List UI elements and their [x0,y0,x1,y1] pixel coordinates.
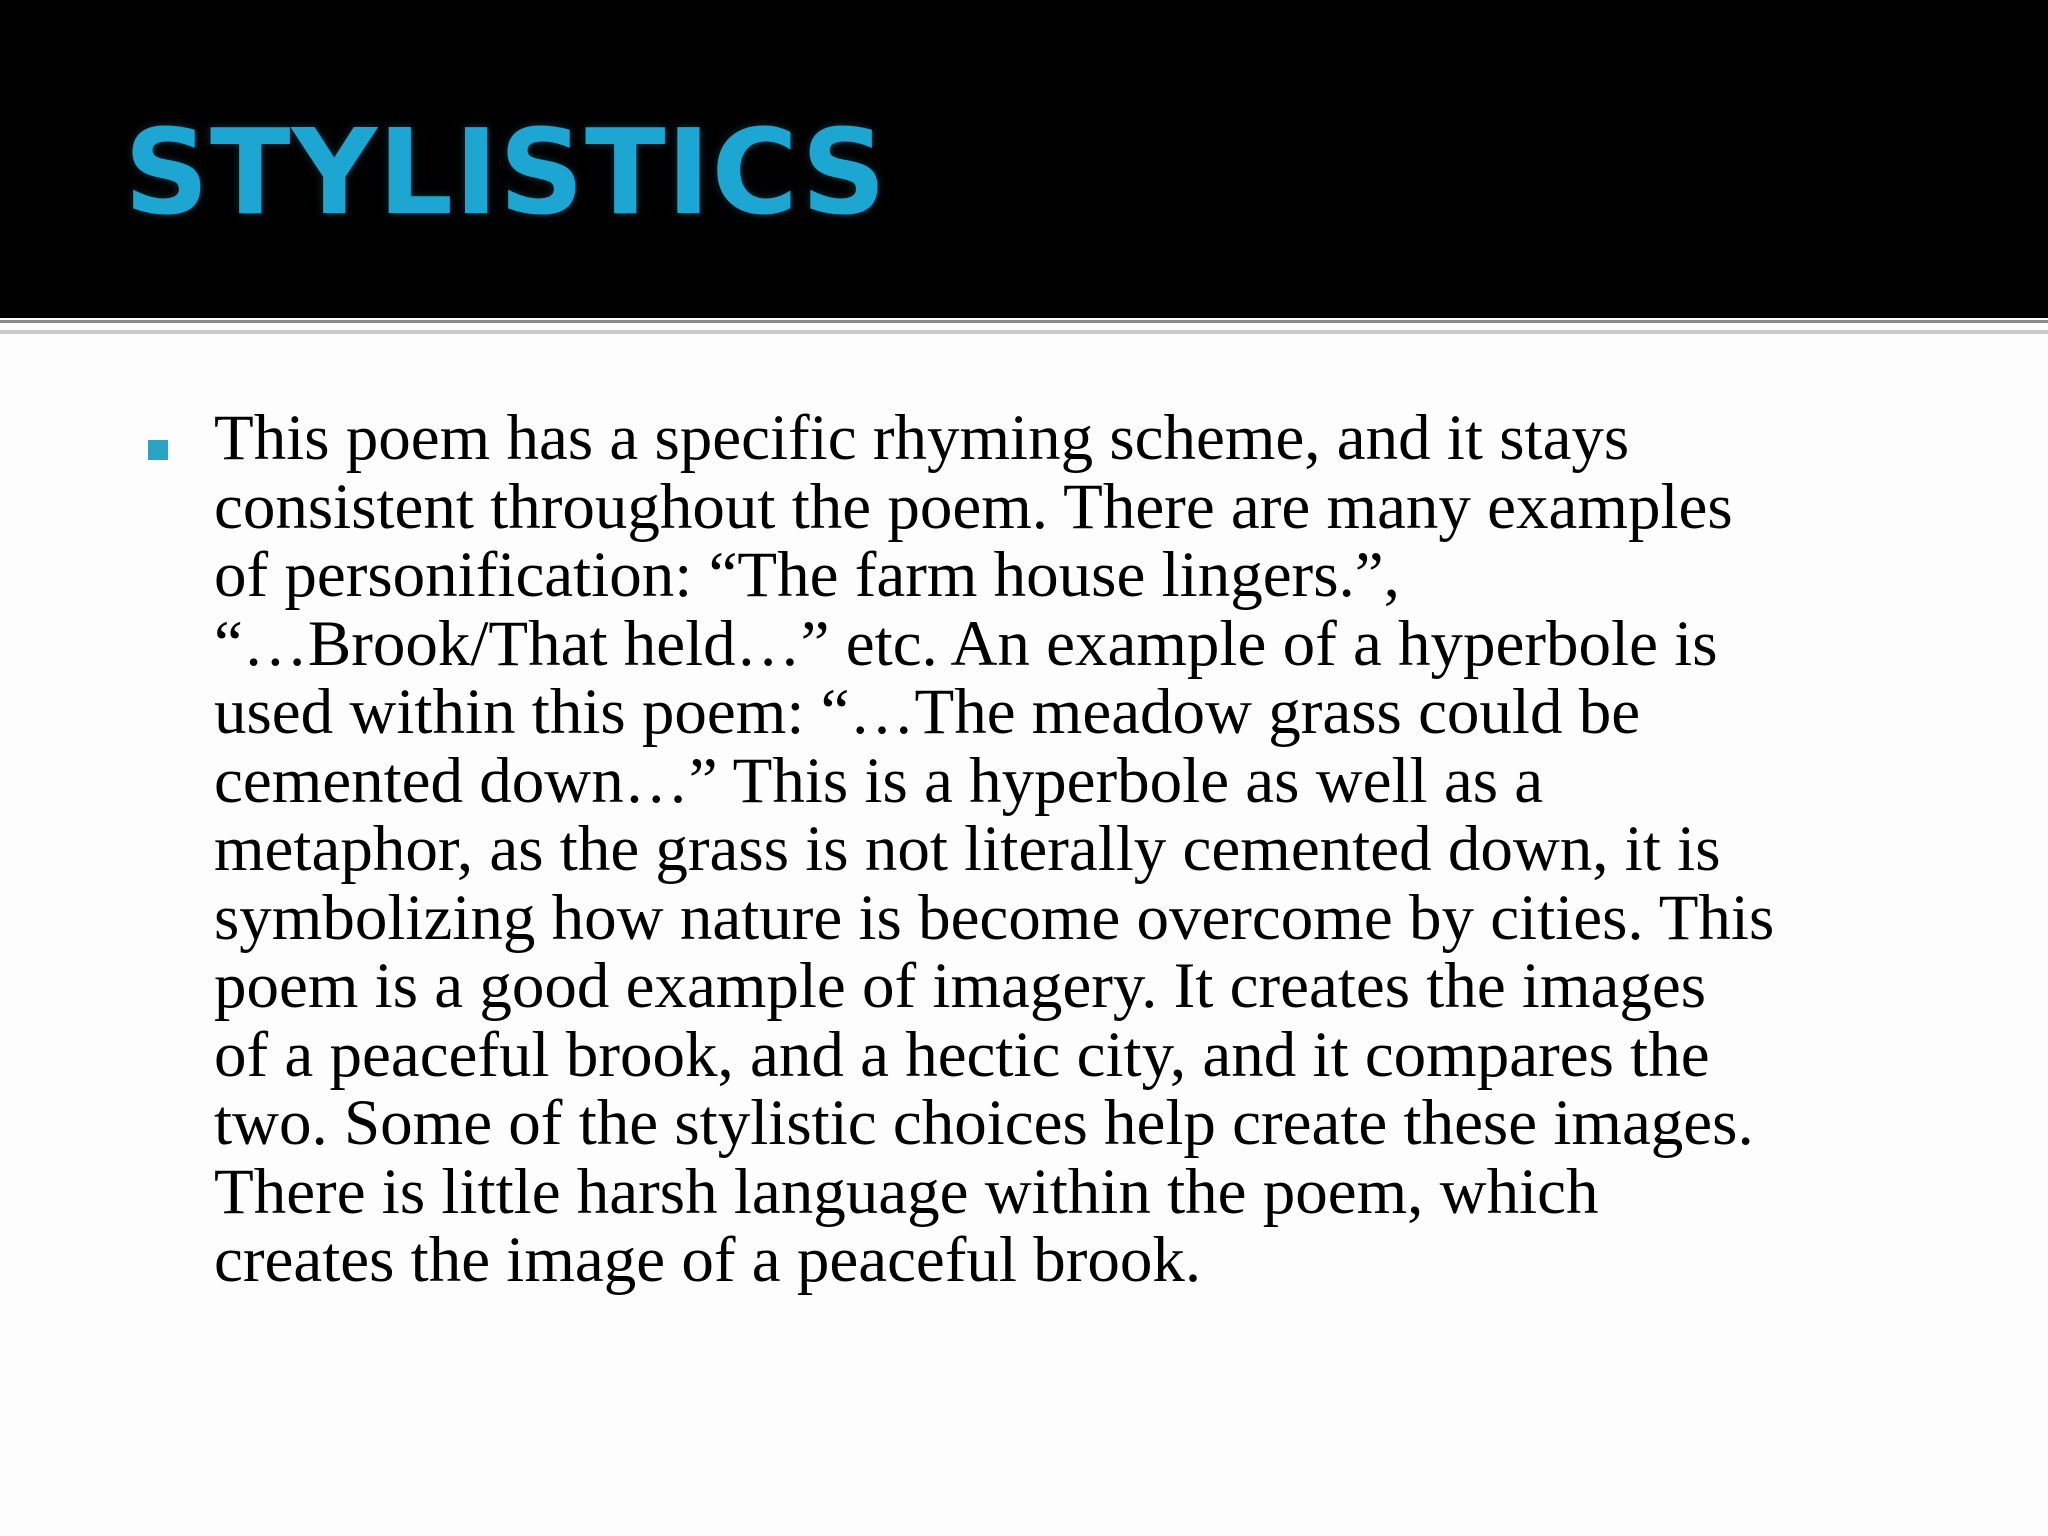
text-line: There is little harsh language within the poem, which [214,1155,1599,1228]
title-divider-shadow [0,330,2048,334]
text-line: poem is a good example of imagery. It creates the images [214,950,1707,1022]
text-line: metaphor, as the grass is not literally cemented down, it is [214,813,1721,885]
text-line: used within this poem: “…The meadow grass could be [214,676,1641,748]
text-line: This poem has a specific rhyming scheme, and it stays [214,402,1630,474]
text-line: two. Some of the stylistic choices help create these images. [214,1087,1754,1159]
slide-title: STYLISTICS [124,103,888,241]
text-line: consistent throughout the poem. There are many examples [214,470,1733,543]
slide-body [148,404,1928,1295]
text-line: “…Brook/That held…” etc. An example of a hyperbole is [214,607,1718,680]
title-bar [0,0,2048,318]
text-line: creates the image of a peaceful brook. [214,1224,1202,1296]
text-line: symbolizing how nature is become overcome by cities. This [214,881,1775,954]
title-divider [0,320,2048,323]
bullet-item [148,404,1928,1295]
bullet-text [214,404,1928,1295]
text-line: of personification: “The farm house lingers.”, [214,539,1400,611]
text-line: cemented down…” This is a hyperbole as well as a [214,744,1544,817]
text-line: of a peaceful brook, and a hectic city, and it compares the [214,1018,1710,1091]
square-bullet-icon [148,440,168,460]
